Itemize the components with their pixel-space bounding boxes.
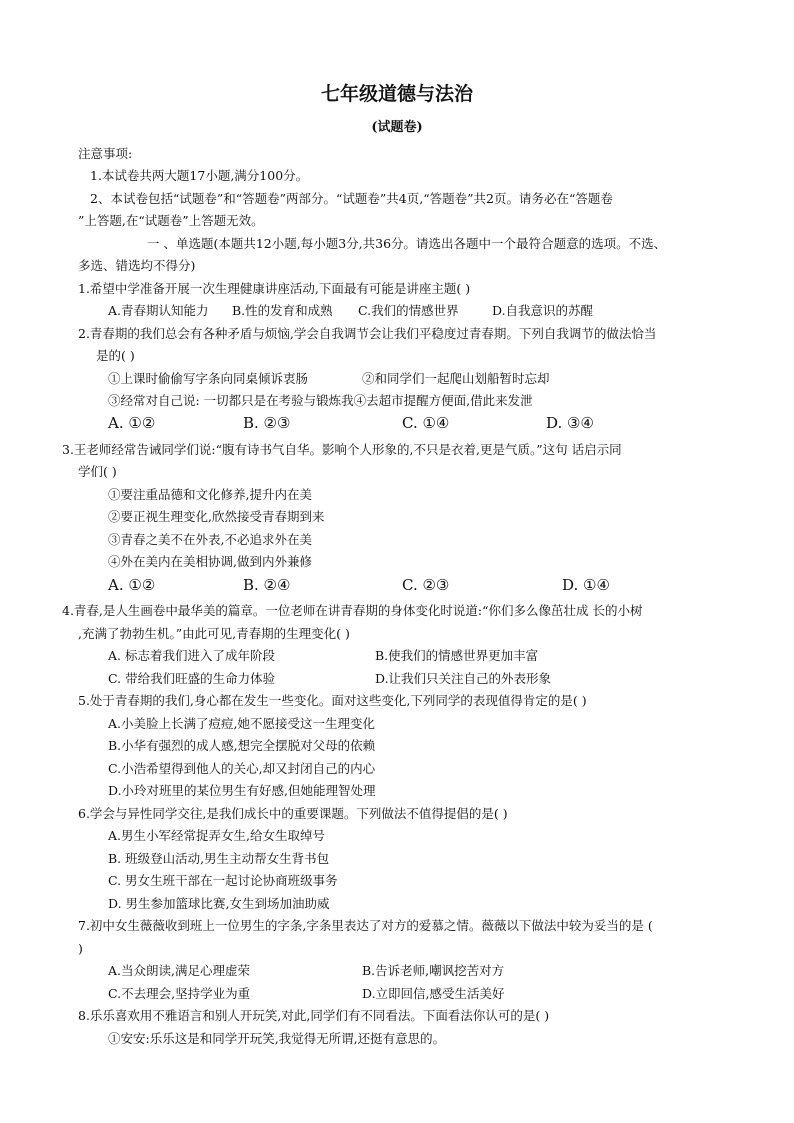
section-heading: 一 、单选题(本题共12小题,每小题3分,共36分。请选出各题中一个最符合题意的选项。不选、 (147, 236, 667, 251)
question-2-option-b: B. ②③ (243, 414, 291, 432)
question-5-option-b: B.小华有强烈的成人感,想完全摆脱对父母的依赖 (108, 738, 376, 753)
question-3-statement-1: ①要注重品德和文化修养,提升内在美 (108, 487, 312, 502)
question-7-option-d: D.立即回信,感受生活美好 (362, 986, 505, 1001)
question-3-stem-cont: 学们( ) (78, 464, 117, 479)
question-1-option-c: C.我们的情感世界 (358, 303, 459, 318)
question-3-option-b: B. ②④ (243, 576, 291, 594)
question-3-option-c: C. ②③ (402, 576, 450, 594)
question-4-stem: 4.青春,是人生画卷中最华美的篇章。一位老师在讲青春期的身体变化时说道:“你们多么像茁壮成 长的小树 (62, 603, 643, 618)
question-2-stem-cont: 是的( ) (96, 348, 135, 363)
question-7-option-b: B.告诉老师,嘲讽挖苦对方 (362, 963, 505, 978)
question-3-statement-2: ②要正视生理变化,欣然接受青春期到来 (108, 509, 325, 524)
question-8-statement-1: ①安安:乐乐这是和同学开玩笑,我觉得无所谓,还挺有意思的。 (108, 1031, 446, 1046)
question-6-option-d: D. 男生参加篮球比赛,女生到场加油助威 (108, 896, 330, 911)
question-4-option-b: B.使我们的情感世界更加丰富 (375, 648, 539, 663)
page-subtitle: (试题卷) (371, 120, 423, 135)
question-3-statement-4: ④外在美内在美相协调,做到内外兼修 (108, 554, 312, 569)
question-8-stem: 8.乐乐喜欢用不雅语言和别人开玩笑,对此,同学们有不同看法。下面看法你认可的是( ) (78, 1008, 550, 1023)
question-7-option-c: C.不去理会,坚持学业为重 (108, 986, 251, 1001)
question-4-option-a: A. 标志着我们进入了成年阶段 (108, 648, 275, 663)
question-3-statement-3: ③青春之美不在外表,不必追求外在美 (108, 532, 312, 547)
question-2-stem: 2.青春期的我们总会有各种矛盾与烦恼,学会自我调节会让我们平稳度过青春期。下列自我调节的做法恰当 (78, 326, 657, 341)
question-3-option-d: D. ①④ (562, 576, 610, 594)
question-2-statement-1: ①上课时偷偷写字条向同桌倾诉衷肠 (108, 371, 309, 386)
section-heading-cont: 多选、错选均不得分) (78, 258, 196, 273)
question-5-stem: 5.处于青春期的我们,身心都在发生一些变化。面对这些变化,下列同学的表现值得肯定的是( ) (78, 693, 587, 708)
notice-item-2: 2、本试卷包括“试题卷”和“答题卷”两部分。“试题卷”共4页,“答题卷”共2页。请务必在“答题卷 (90, 191, 613, 206)
question-2-option-d: D. ③④ (546, 414, 594, 432)
question-7-option-a: A.当众朗读,满足心理虚荣 (108, 963, 250, 978)
question-4-stem-cont: ,充满了勃勃生机。”由此可见,青春期的生理变化( ) (78, 626, 350, 641)
notice-item-1: 1.本试卷共两大题17小题,满分100分。 (90, 168, 309, 183)
question-3-stem: 3.王老师经常告诫同学们说:“腹有诗书气自华。影响个人形象的,不只是衣着,更是气质。”这句 话启示同 (62, 442, 622, 457)
question-2-statement-2: ②和同学们一起爬山划船暂时忘却 (362, 371, 550, 386)
question-3-option-a: A. ①② (108, 576, 156, 594)
question-5-option-a: A.小美脸上长满了痘痘,她不愿接受这一生理变化 (108, 716, 375, 731)
question-4-option-c: C. 带给我们旺盛的生命力体验 (108, 671, 276, 686)
question-1-stem: 1.希望中学准备开展一次生理健康讲座活动,下面最有可能是讲座主题( ) (78, 281, 471, 296)
question-6-option-a: A.男生小军经常捉弄女生,给女生取绰号 (108, 828, 325, 843)
question-1-option-a: A.青春期认知能力 (108, 303, 209, 318)
question-2-option-a: A. ①② (108, 414, 156, 432)
question-5-option-c: C.小浩希望得到他人的关心,却又封闭自己的内心 (108, 761, 376, 776)
question-6-option-c: C. 男女生班干部在一起讨论协商班级事务 (108, 873, 338, 888)
question-4-option-d: D.让我们只关注自己的外表形象 (375, 671, 552, 686)
page-title: 七年级道德与法治 (320, 83, 473, 105)
question-2-statement-3: ③经常对自己说: 一切都只是在考验与锻炼我④去超市提醒方便面,借此来发泄 (108, 393, 533, 408)
question-7-stem: 7.初中女生薇薇收到班上一位男生的字条,字条里表达了对方的爱慕之情。薇薇以下做法中较为妥当的是 ( (78, 918, 653, 933)
notice-item-2-cont: ”上答题,在“试题卷”上答题无效。 (78, 213, 264, 228)
question-1-option-d: D.自我意识的苏醒 (492, 303, 594, 318)
question-6-stem: 6.学会与异性同学交往,是我们成长中的重要课题。下列做法不值得提倡的是( ) (78, 806, 508, 821)
question-6-option-b: B. 班级登山活动,男生主动帮女生背书包 (108, 851, 330, 866)
notice-heading: 注意事项: (78, 146, 133, 161)
question-2-option-c: C. ①④ (402, 414, 450, 432)
question-1-option-b: B.性的发育和成熟 (232, 303, 333, 318)
question-7-stem-cont: ) (78, 941, 83, 956)
question-5-option-d: D.小玲对班里的某位男生有好感,但她能理智处理 (108, 783, 376, 798)
